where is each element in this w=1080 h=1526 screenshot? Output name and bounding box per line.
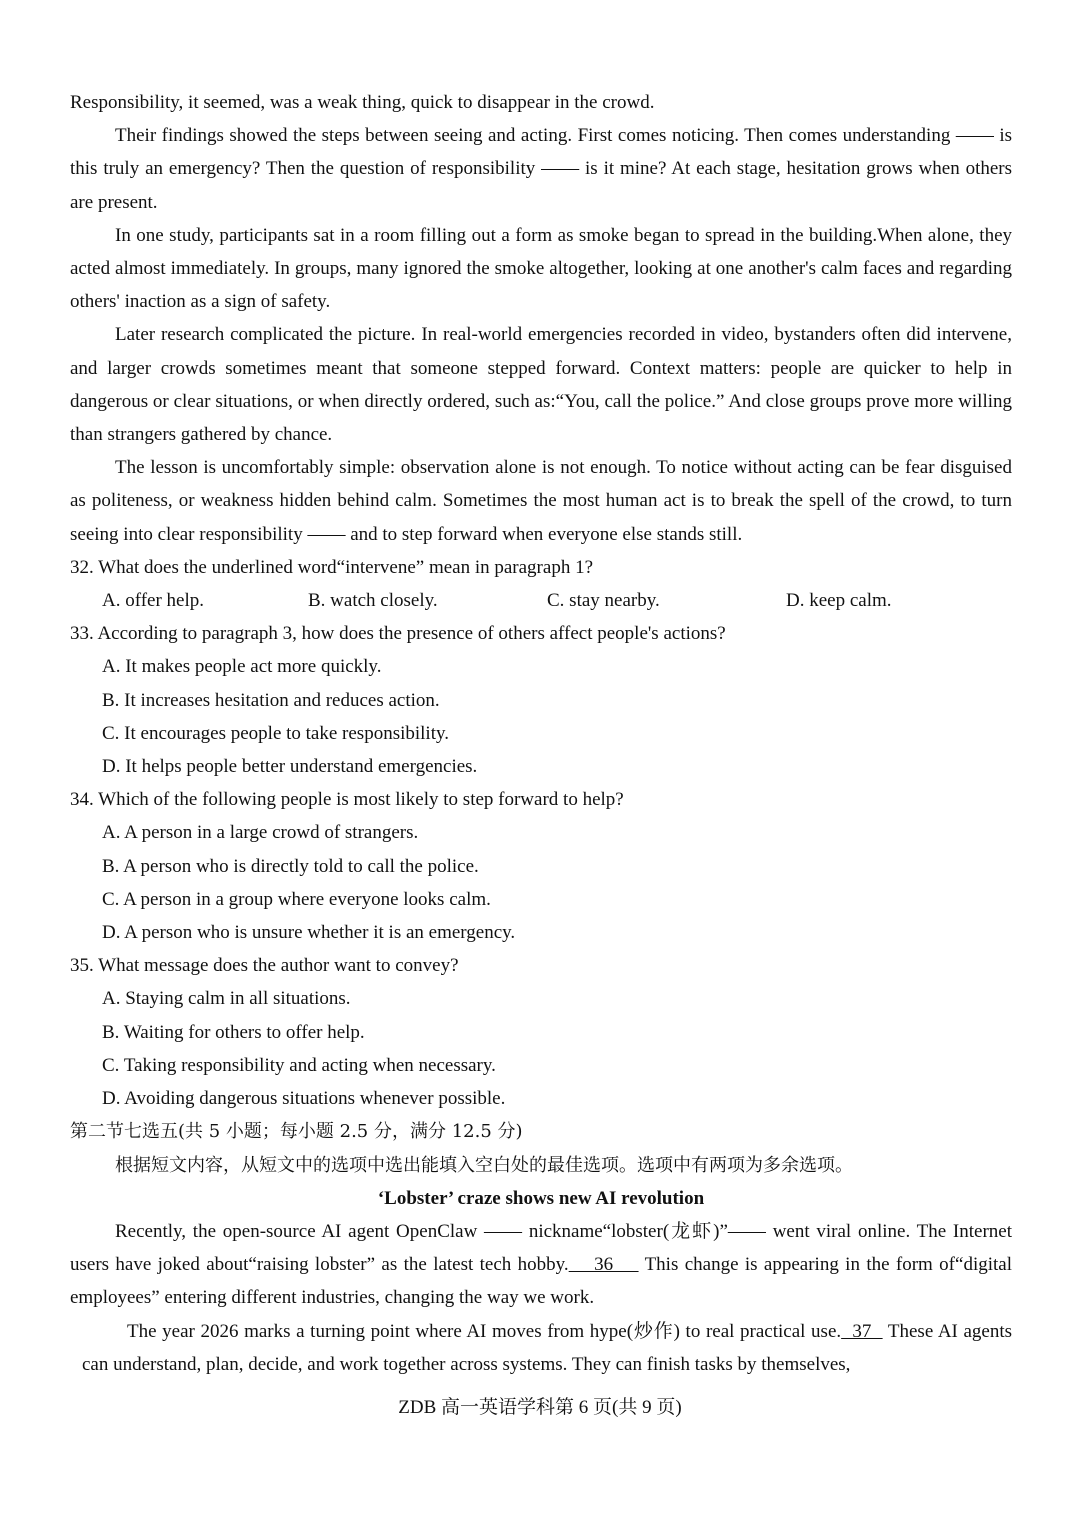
blank-36: 36 (568, 1254, 639, 1276)
question-35-stem: 35. What message does the author want to convey? (70, 955, 459, 977)
article-paragraph-2-end: These AI agents can understand, plan, decide, and work together across systems. They can finish tasks by themselves, (82, 1320, 1013, 1375)
passage-paragraph-3: Later research complicated the picture. In real-world emergencies recorded in video, bystanders often did intervene, and larger crowds sometimes meant that someone stepped forward. Context matters: people are quicker to help in dangerous or clear situations, or when directly ordered, such as:“You, call the police.” And close groups prove more willing than strangers gathered by chance. (70, 324, 1012, 446)
article-paragraph-2 (70, 1315, 1012, 1381)
passage-paragraph-1: Their findings showed the steps between seeing and acting. First comes noticing. Then comes understanding —— is this truly an emergency? Then the question of responsibility —— is it mine? At each stage, hesitation grows when others are present. (70, 125, 1012, 213)
question-34-option-b: B. A person who is directly told to call the police. (102, 855, 479, 877)
article-paragraph-1-end: This change is appearing in the form of“digital employees” entering different industries, changing the way we work. (70, 1254, 1012, 1309)
passage-paragraph-0: Responsibility, it seemed, was a weak thing, quick to disappear in the crowd. (70, 92, 655, 113)
question-32-options (70, 584, 1012, 617)
document-body (70, 86, 1012, 1381)
question-32-option-a: A. offer help. (102, 590, 205, 612)
page-footer: ZDB 高一英语学科第 6 页(共 9 页) (398, 1397, 682, 1418)
question-33-stem: 33. According to paragraph 3, how does the presence of others affect people's actions? (70, 623, 726, 645)
section-2-instruction: 根据短文内容，从短文中的选项中选出能填入空白处的最佳选项。选项中有两项为多余选项。 (115, 1154, 853, 1176)
passage-paragraph-4: The lesson is uncomfortably simple: observation alone is not enough. To notice without acting can be fear disguised as politeness, or weakness hidden behind calm. Sometimes the most human act is to break the spell of the crowd, to turn seeing into clear responsibility —— and to step forward when everyone else stands still. (70, 457, 1012, 545)
question-33-option-c: C. It encourages people to take responsibility. (102, 722, 450, 744)
question-32-stem: 32. What does the underlined word“intervene” mean in paragraph 1? (70, 556, 594, 578)
article-paragraph-1-start: Recently, the open-source AI agent OpenClaw —— nickname“lobster(龙虾)”—— went viral online. The Internet users have joked about“raising lobster” as the latest tech hobby. (70, 1220, 1012, 1276)
passage-paragraph-2: In one study, participants sat in a room filling out a form as smoke began to spread in the building.When alone, they acted almost immediately. In groups, many ignored the smoke altogether, looking at one another's calm faces and regarding others' inaction as a sign of safety. (70, 224, 1012, 313)
question-32-option-d: D. keep calm. (786, 590, 892, 612)
question-33-option-b: B. It increases hesitation and reduces action. (102, 689, 440, 711)
question-35-option-d: D. Avoiding dangerous situations whenever possible. (102, 1088, 506, 1110)
question-33-option-a: A. It makes people act more quickly. (102, 656, 382, 678)
question-34-option-d: D. A person who is unsure whether it is an emergency. (102, 922, 516, 944)
question-34-stem: 34. Which of the following people is most likely to step forward to help? (70, 789, 624, 811)
question-35-option-a: A. Staying calm in all situations. (102, 988, 351, 1010)
question-35-option-c: C. Taking responsibility and acting when necessary. (102, 1054, 496, 1076)
article-paragraph-2-start: The year 2026 marks a turning point where AI moves from hype(炒作) to real practical use. (127, 1320, 842, 1342)
question-34-option-a: A. A person in a large crowd of strangers. (102, 822, 419, 844)
question-34-option-c: C. A person in a group where everyone looks calm. (102, 888, 491, 910)
question-35-option-b: B. Waiting for others to offer help. (102, 1021, 365, 1043)
article-title: ‘Lobster’ craze shows new AI revolution (377, 1187, 705, 1209)
section-2-heading: 第二节七选五(共 5 小题；每小题 2.5 分，满分 12.5 分) (70, 1121, 523, 1143)
blank-37: 37 (841, 1320, 883, 1342)
article-paragraph-1 (70, 1215, 1012, 1315)
question-32-option-c: C. stay nearby. (547, 590, 660, 612)
question-33-option-d: D. It helps people better understand emergencies. (102, 756, 478, 778)
question-32-option-b: B. watch closely. (308, 590, 438, 612)
